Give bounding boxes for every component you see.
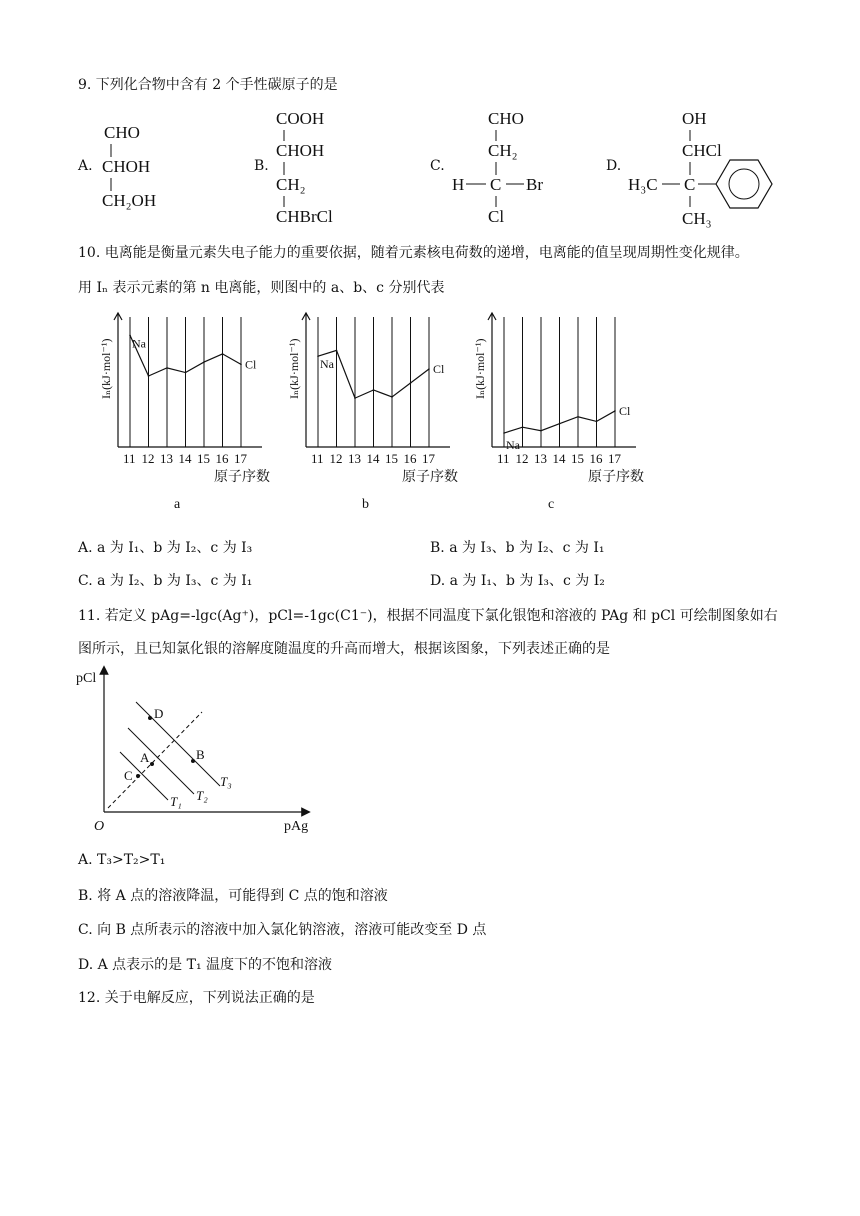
chart-b-tick-12: 12 <box>329 451 343 466</box>
chart-b-tick-14: 14 <box>366 451 380 466</box>
origin-label: O <box>94 819 105 834</box>
chart-c-point-14 <box>559 423 561 425</box>
chart-a-y-label: Iₙ(kJ·mol⁻¹) <box>99 338 113 399</box>
chart-a-point-15 <box>203 361 205 363</box>
chart-a-point-12 <box>148 375 150 377</box>
chart-b-tick-16: 16 <box>403 451 417 466</box>
chart-a-x-label: 原子序数 <box>214 470 270 485</box>
point-c-label: C <box>124 768 133 783</box>
chart-b-x-label: 原子序数 <box>402 470 458 485</box>
q9c-atom-h: H <box>452 175 465 194</box>
q9-option-c-label: C. <box>430 158 445 174</box>
chart-c-tick-16: 16 <box>589 451 603 466</box>
chart-b-point-15 <box>391 396 393 398</box>
chart-a-cl-label: Cl <box>245 357 257 372</box>
chart-c-tick-11: 11 <box>497 451 510 466</box>
q9-structure-d <box>626 104 776 230</box>
q11-option-c: C. 向 B 点所表示的溶液中加入氯化钠溶液，溶液可能改变至 D 点 <box>78 922 487 938</box>
chart-a-point-13 <box>166 367 168 369</box>
chart-a-tick-16: 16 <box>215 451 229 466</box>
q9c-group-2: CH₂ <box>488 141 518 160</box>
q9b-group-2: CHOH <box>276 141 325 160</box>
curve-t1-label: T₁ <box>170 794 182 809</box>
q9d-group-h3c: H₃C <box>628 175 658 194</box>
curve-t3-label: T₃ <box>220 774 232 789</box>
q9-option-d-label: D. <box>606 158 622 174</box>
chart-a-point-17 <box>240 364 242 366</box>
pcl-axis-label: pCl <box>76 671 97 686</box>
q9c-group-1: CHO <box>488 109 524 128</box>
q11-option-b: B. 将 A 点的溶液降温，可能得到 C 点的饱和溶液 <box>78 888 388 904</box>
q9-structure-c <box>448 104 558 230</box>
point-a <box>150 762 154 766</box>
chart-b-point-11 <box>317 355 319 357</box>
chart-b-tick-11: 11 <box>311 451 324 466</box>
chart-c-cl-label: Cl <box>619 403 631 418</box>
chart-a-tick-12: 12 <box>141 451 155 466</box>
point-c <box>136 774 140 778</box>
q9b-group-3: CH₂ <box>276 175 306 194</box>
chart-c-point-12 <box>522 426 524 428</box>
chart-c-tick-17: 17 <box>608 451 621 466</box>
chart-c-point-17 <box>614 410 616 412</box>
chart-c-point-13 <box>540 430 542 432</box>
q9c-atom-c: C <box>490 175 502 194</box>
chart-b-caption: b <box>362 497 369 512</box>
q11-option-d: D. A 点表示的是 T₁ 温度下的不饱和溶液 <box>78 957 333 973</box>
benzene-ring-icon <box>716 160 772 208</box>
point-b-label: B <box>196 747 205 762</box>
point-a-label: A <box>140 750 150 765</box>
chart-c-tick-12: 12 <box>515 451 529 466</box>
q11-stem-line1: 11. 若定义 pAg=-lgc(Ag⁺)，pCl=-1gc(C1⁻)，根据不同温度下氯化银饱和溶液的 PAg 和 pCl 可绘制图象如右 <box>78 608 778 624</box>
q9-structure-a <box>96 112 206 222</box>
q9c-atom-br: Br <box>526 175 543 194</box>
q10-stem-line2: 用 Iₙ 表示元素的第 n 电离能，则图中的 a、b、c 分别代表 <box>78 280 445 296</box>
q9b-group-4: CHBrCl <box>276 207 333 226</box>
q9d-atom-c: C <box>684 175 696 194</box>
chart-a-tick-17: 17 <box>234 451 247 466</box>
q9-stem: 9. 下列化合物中含有 2 个手性碳原子的是 <box>78 77 338 93</box>
chart-b-tick-17: 17 <box>422 451 435 466</box>
ionization-energy-charts <box>0 305 860 525</box>
q9b-group-1: COOH <box>276 109 325 128</box>
chart-b-point-13 <box>354 397 356 399</box>
chart-b-na-label: Na <box>320 357 334 372</box>
q9a-group-3: CH₂OH <box>102 191 157 210</box>
chart-c-point-16 <box>596 421 598 423</box>
point-d <box>148 716 152 720</box>
chart-c-x-label: 原子序数 <box>588 470 644 485</box>
chart-a-caption: a <box>174 497 181 512</box>
chart-c-tick-13: 13 <box>534 451 547 466</box>
point-d-label: D <box>154 706 164 721</box>
q10-option-a: A. a 为 I₁、b 为 I₂、c 为 I₃ <box>78 540 253 556</box>
chart-c-tick-15: 15 <box>571 451 584 466</box>
q9-option-a-label: A. <box>78 158 93 174</box>
chart-a-point-14 <box>185 372 187 374</box>
chart-c-point-11 <box>503 432 505 434</box>
chart-a-tick-13: 13 <box>160 451 173 466</box>
chart-b-point-17 <box>428 368 430 370</box>
chart-a-tick-14: 14 <box>178 451 192 466</box>
q10-option-c: C. a 为 I₂、b 为 I₃、c 为 I₁ <box>78 573 253 589</box>
q9-option-b-label: B. <box>254 158 269 174</box>
q9d-group-chcl: CHCl <box>682 141 722 160</box>
chart-c-point-15 <box>577 416 579 418</box>
chart-c-na-label: Na <box>506 438 520 453</box>
pag-axis-label: pAg <box>284 819 309 834</box>
chart-c-tick-14: 14 <box>552 451 566 466</box>
chart-a-tick-15: 15 <box>197 451 210 466</box>
q9d-group-ch3: CH₃ <box>682 209 712 228</box>
equal-line <box>108 712 202 808</box>
curve-t3 <box>136 702 220 786</box>
chart-b-tick-13: 13 <box>348 451 361 466</box>
curve-t2-label: T₂ <box>196 788 208 803</box>
q11-stem-line2: 图所示，且已知氯化银的溶解度随温度的升高而增大，根据该图象，下列表述正确的是 <box>78 641 610 657</box>
chart-b-y-label: Iₙ(kJ·mol⁻¹) <box>287 338 301 399</box>
chart-b-point-14 <box>373 389 375 391</box>
point-b <box>191 759 195 763</box>
chart-a-tick-11: 11 <box>123 451 136 466</box>
q9c-atom-cl: Cl <box>488 207 505 226</box>
q12-stem: 12. 关于电解反应，下列说法正确的是 <box>78 990 315 1006</box>
chart-b-tick-15: 15 <box>385 451 398 466</box>
q10-stem-line1: 10. 电离能是衡量元素失电子能力的重要依据，随着元素核电荷数的递增，电离能的值呈现周期性变化规律。 <box>78 245 749 261</box>
chart-c-y-label: Iₙ(kJ·mol⁻¹) <box>473 338 487 399</box>
q9a-group-2: CHOH <box>102 157 151 176</box>
q10-option-d: D. a 为 I₁、b 为 I₃、c 为 I₂ <box>430 573 605 589</box>
chart-a-point-11 <box>129 334 131 336</box>
chart-c-caption: c <box>548 497 555 512</box>
chart-a-point-16 <box>222 353 224 355</box>
q10-option-b: B. a 为 I₃、b 为 I₂、c 为 I₁ <box>430 540 605 556</box>
chart-a-na-label: Na <box>132 336 146 351</box>
q9d-group-oh: OH <box>682 109 707 128</box>
q9a-group-1: CHO <box>104 123 140 142</box>
curve-t2 <box>128 728 194 794</box>
chart-b-point-12 <box>336 350 338 352</box>
q11-option-a: A. T₃>T₂>T₁ <box>78 852 166 868</box>
q9-structure-b <box>270 104 380 230</box>
pagcl-graph <box>70 664 330 840</box>
chart-b-cl-label: Cl <box>433 362 445 377</box>
chart-b-point-16 <box>410 382 412 384</box>
